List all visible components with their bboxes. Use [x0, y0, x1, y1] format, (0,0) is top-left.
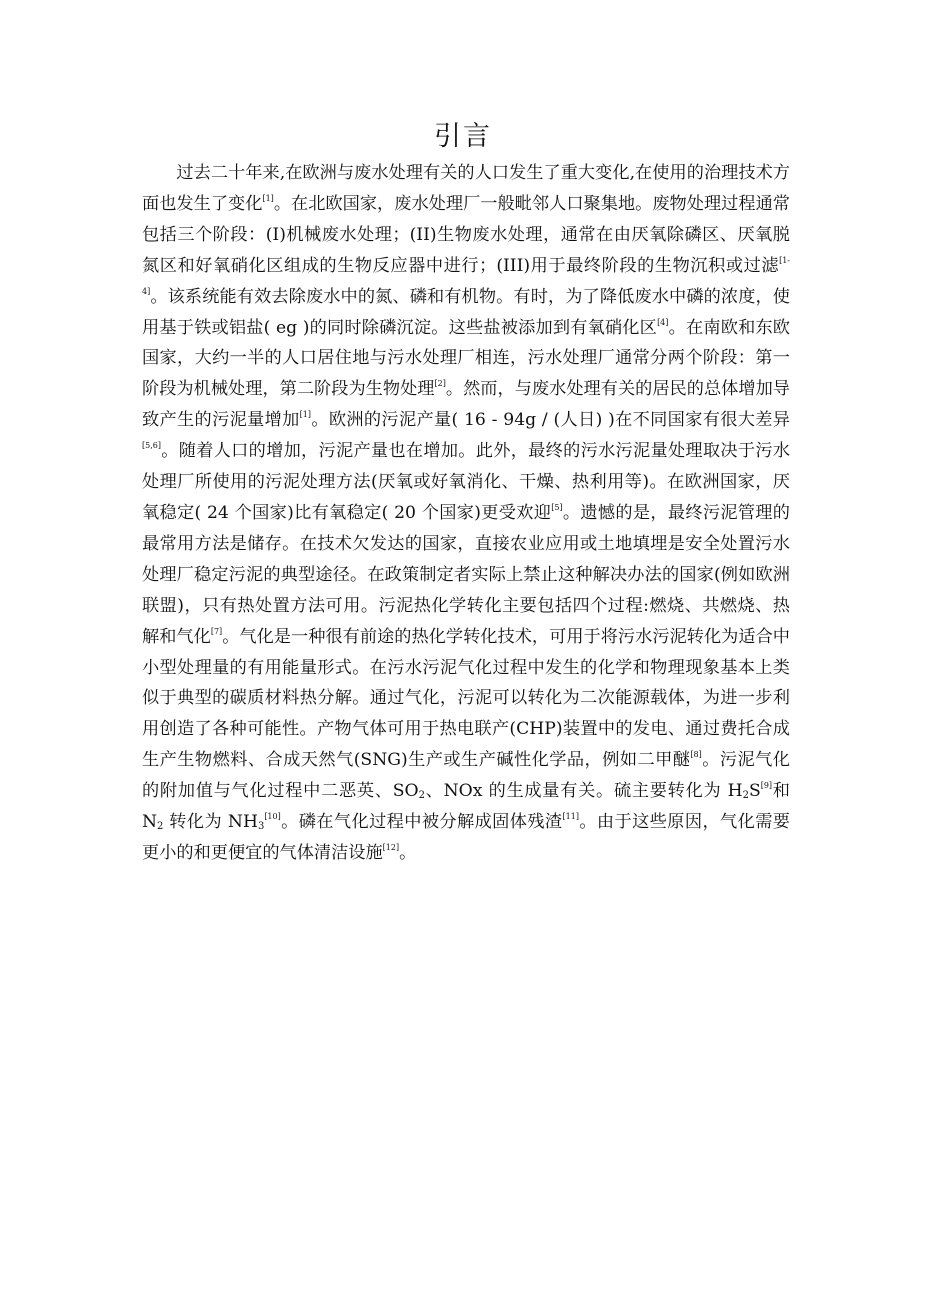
text-segment: 。然而，与废水处理有关的居民的总体增加导致产生的污泥量增加 — [142, 379, 790, 431]
citation-ref: [8] — [690, 750, 702, 760]
citation-ref: [1] — [262, 193, 274, 203]
citation-ref: [5] — [551, 502, 563, 512]
text-segment: 。 — [399, 842, 417, 863]
citation-ref: [12] — [382, 842, 400, 852]
citation-ref: [1] — [299, 410, 312, 420]
citation-ref: [11] — [562, 812, 579, 822]
text-segment: S — [748, 781, 761, 802]
text-segment: 。随着人口的增加，污泥产量也在增加。此外，最终的污水污泥量处理取决于污水处理厂所使用的污泥处理方法(厌氧或好氧消化、干燥、热利用等)。在欧洲国家，厌氧稳定( 24 个国家)比有氧稳定( 20 个国家)更受欢迎 — [142, 441, 790, 523]
text-segment: 。气化是一种很有前途的热化学转化技术，可用于将污水污泥转化为适合中小型处理量的有用能量形式。在污水污泥气化过程中发生的化学和物理现象基本上类似于典型的碳质材料热分解。通过气化，污泥可以转化为二次能源载体，为进一步利用创造了各种可能性。产物气体可用于热电联产(CHP)装置中的发电、通过费托合成生产生物燃料、合成天然气(SNG)生产或生产碱性化学品，例如二甲醚 — [142, 626, 790, 771]
text-segment: 、NOx 的生成量有关。硫主要转化为 H — [424, 781, 743, 802]
text-segment: 。由于这些原因，气化需要更小的和更便宜的气体清洁设施 — [142, 812, 790, 863]
citation-ref: [4] — [657, 317, 669, 327]
text-segment: 。该系统能有效去除废水中的氮、磷和有机物。有时，为了降低废水中磷的浓度，使用基于铁或铝盐( eg )的同时除磷沉淀。这些盐被添加到有氧硝化区 — [142, 286, 790, 338]
text-segment: 。污泥气化的附加值与气化过程中二恶英、SO — [142, 750, 790, 802]
citation-ref: [9] — [760, 781, 773, 791]
citation-ref: [10] — [264, 812, 281, 822]
text-segment: 转化为 NH — [163, 812, 258, 833]
text-segment: 。欧洲的污泥产量( 16 - 94g / (人日) )在不同国家有很大差异 — [311, 410, 790, 431]
text-segment: 和 N — [142, 781, 790, 833]
citation-ref: [1-4] — [142, 255, 790, 296]
subscript: 2 — [742, 790, 749, 802]
page-title: 引言 — [434, 121, 492, 152]
text-segment: 。在北欧国家，废水处理厂一般毗邻人口聚集地。废物处理过程通常包括三个阶段：(I)机械废水处理；(II)生物废水处理，通常在由厌氧除磷区、厌氧脱氮区和好氧硝化区组成的生物反应器中进行；(III)用于最终阶段的生物沉积或过滤 — [142, 193, 790, 276]
text-segment: 。在南欧和东欧国家，大约一半的人口居住地与污水处理厂相连，污水处理厂通常分两个阶段：第一阶段为机械处理，第二阶段为生物处理 — [142, 317, 790, 400]
subscript: 2 — [157, 821, 164, 833]
citation-ref: [7] — [210, 626, 223, 636]
subscript: 3 — [257, 821, 265, 833]
text-segment: 过去二十年来,在欧洲与废水处理有关的人口发生了重大变化,在使用的治理技术方面也发生了变化 — [142, 163, 790, 214]
citation-ref: [2] — [434, 379, 446, 389]
citation-ref: [5,6] — [142, 441, 161, 451]
intro-paragraph — [142, 158, 790, 869]
text-segment: 。遗憾的是，最终污泥管理的最常用方法是储存。在技术欠发达的国家，直接农业应用或土地填埋是安全处置污水处理厂稳定污泥的典型途径。在政策制定者实际上禁止这种解决办法的国家(例如欧洲联盟)，只有热处置方法可用。污泥热化学转化主要包括四个过程:燃烧、共燃烧、热解和气化 — [142, 502, 790, 647]
subscript: 2 — [418, 790, 425, 802]
text-segment: 。磷在气化过程中被分解成固体残渣 — [280, 812, 563, 833]
